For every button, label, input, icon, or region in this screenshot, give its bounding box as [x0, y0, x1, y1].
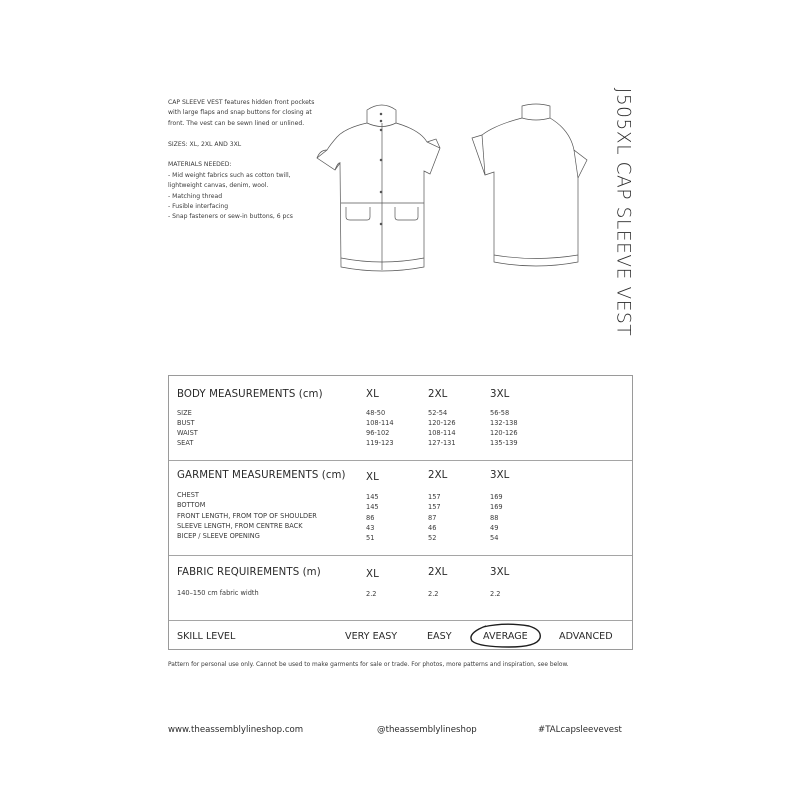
pattern-title: J505XL CAP SLEEVE VEST: [612, 87, 634, 337]
cell: 169: [490, 493, 503, 501]
skill-average-selected: AVERAGE: [483, 631, 528, 642]
cell: 56-58: [490, 409, 510, 417]
size-header: 2XL: [428, 567, 448, 578]
cell: 52-54: [428, 409, 448, 417]
row-label: CHEST: [177, 491, 199, 499]
row-label: BUST: [177, 419, 195, 427]
skill-heading: SKILL LEVEL: [177, 631, 236, 642]
cell: 108-114: [366, 419, 394, 427]
hashtag: #TALcapsleevevest: [538, 725, 622, 735]
materials-item: - Snap fasteners or sew-in buttons, 6 pcs: [168, 213, 293, 221]
cell: 108-114: [428, 429, 456, 437]
skill-very-easy: VERY EASY: [345, 631, 398, 642]
size-header: 3XL: [490, 567, 510, 578]
sizes-line: SIZES: XL, 2XL AND 3XL: [168, 140, 242, 148]
cell: 132-138: [490, 419, 518, 427]
cell: 43: [366, 524, 375, 532]
body-heading: BODY MEASUREMENTS (cm): [177, 389, 323, 400]
size-header: 3XL: [490, 389, 510, 400]
row-label: SIZE: [177, 409, 192, 417]
cell: 51: [366, 534, 375, 542]
cell: 2.2: [490, 590, 501, 598]
size-header: XL: [366, 472, 379, 483]
garment-measurements-section: [169, 460, 632, 556]
measurements-table: [168, 375, 633, 650]
size-header: XL: [366, 389, 379, 400]
cell: 96-102: [366, 429, 390, 437]
cell: 88: [490, 514, 499, 522]
social-handle[interactable]: @theassemblylineshop: [377, 725, 477, 735]
row-label: SLEEVE LENGTH, FROM CENTRE BACK: [177, 522, 303, 530]
description: CAP SLEEVE VEST features hidden front pockets with large flaps and snap buttons for closing at front. The vest can be sewn lined or unlined.: [168, 99, 315, 127]
body-measurements-section: [169, 376, 632, 461]
size-header: 3XL: [490, 470, 510, 481]
website-link[interactable]: www.theassemblylineshop.com: [168, 725, 304, 735]
size-header: 2XL: [428, 389, 448, 400]
selection-circle: [469, 623, 543, 650]
materials-item: - Mid weight fabrics such as cotton twill, lightweight canvas, denim, wool.: [168, 171, 291, 190]
cell: 48-50: [366, 409, 386, 417]
cell: 127-131: [428, 439, 456, 447]
row-label: WAIST: [177, 429, 198, 437]
cell: 157: [428, 503, 441, 511]
front-view-sketch: [310, 90, 460, 280]
skill-level-section: [169, 620, 632, 650]
cell: 157: [428, 493, 441, 501]
back-view-sketch: [460, 90, 610, 280]
row-label: 140–150 cm fabric width: [177, 589, 259, 597]
cell: 46: [428, 524, 437, 532]
fabric-requirements-section: [169, 555, 632, 621]
cell: 169: [490, 503, 503, 511]
materials-list: [168, 171, 318, 223]
row-label: BICEP / SLEEVE OPENING: [177, 532, 260, 540]
cell: 135-139: [490, 439, 518, 447]
size-header: 2XL: [428, 470, 448, 481]
cell: 145: [366, 493, 379, 501]
cell: 2.2: [366, 590, 377, 598]
cell: 145: [366, 503, 379, 511]
row-label: BOTTOM: [177, 501, 206, 509]
cell: 2.2: [428, 590, 439, 598]
cell: 49: [490, 524, 499, 532]
materials-heading: MATERIALS NEEDED:: [168, 161, 232, 169]
cell: 87: [428, 514, 437, 522]
row-label: SEAT: [177, 439, 194, 447]
garment-heading: GARMENT MEASUREMENTS (cm): [177, 470, 346, 481]
fabric-heading: FABRIC REQUIREMENTS (m): [177, 567, 321, 578]
size-header: XL: [366, 569, 379, 580]
intro-text: [168, 98, 318, 223]
row-label: FRONT LENGTH, FROM TOP OF SHOULDER: [177, 512, 317, 520]
usage-note: Pattern for personal use only. Cannot be used to make garments for sale or trade. For photos, more patterns and inspiration, see below.: [168, 662, 569, 668]
materials-item: - Matching thread: [168, 192, 223, 200]
skill-advanced: ADVANCED: [559, 631, 613, 642]
cell: 54: [490, 534, 499, 542]
cell: 120-126: [490, 429, 518, 437]
skill-easy: EASY: [427, 631, 452, 642]
cell: 86: [366, 514, 375, 522]
cell: 120-126: [428, 419, 456, 427]
materials-item: - Fusible interfacing: [168, 203, 229, 211]
cell: 52: [428, 534, 437, 542]
cell: 119-123: [366, 439, 394, 447]
